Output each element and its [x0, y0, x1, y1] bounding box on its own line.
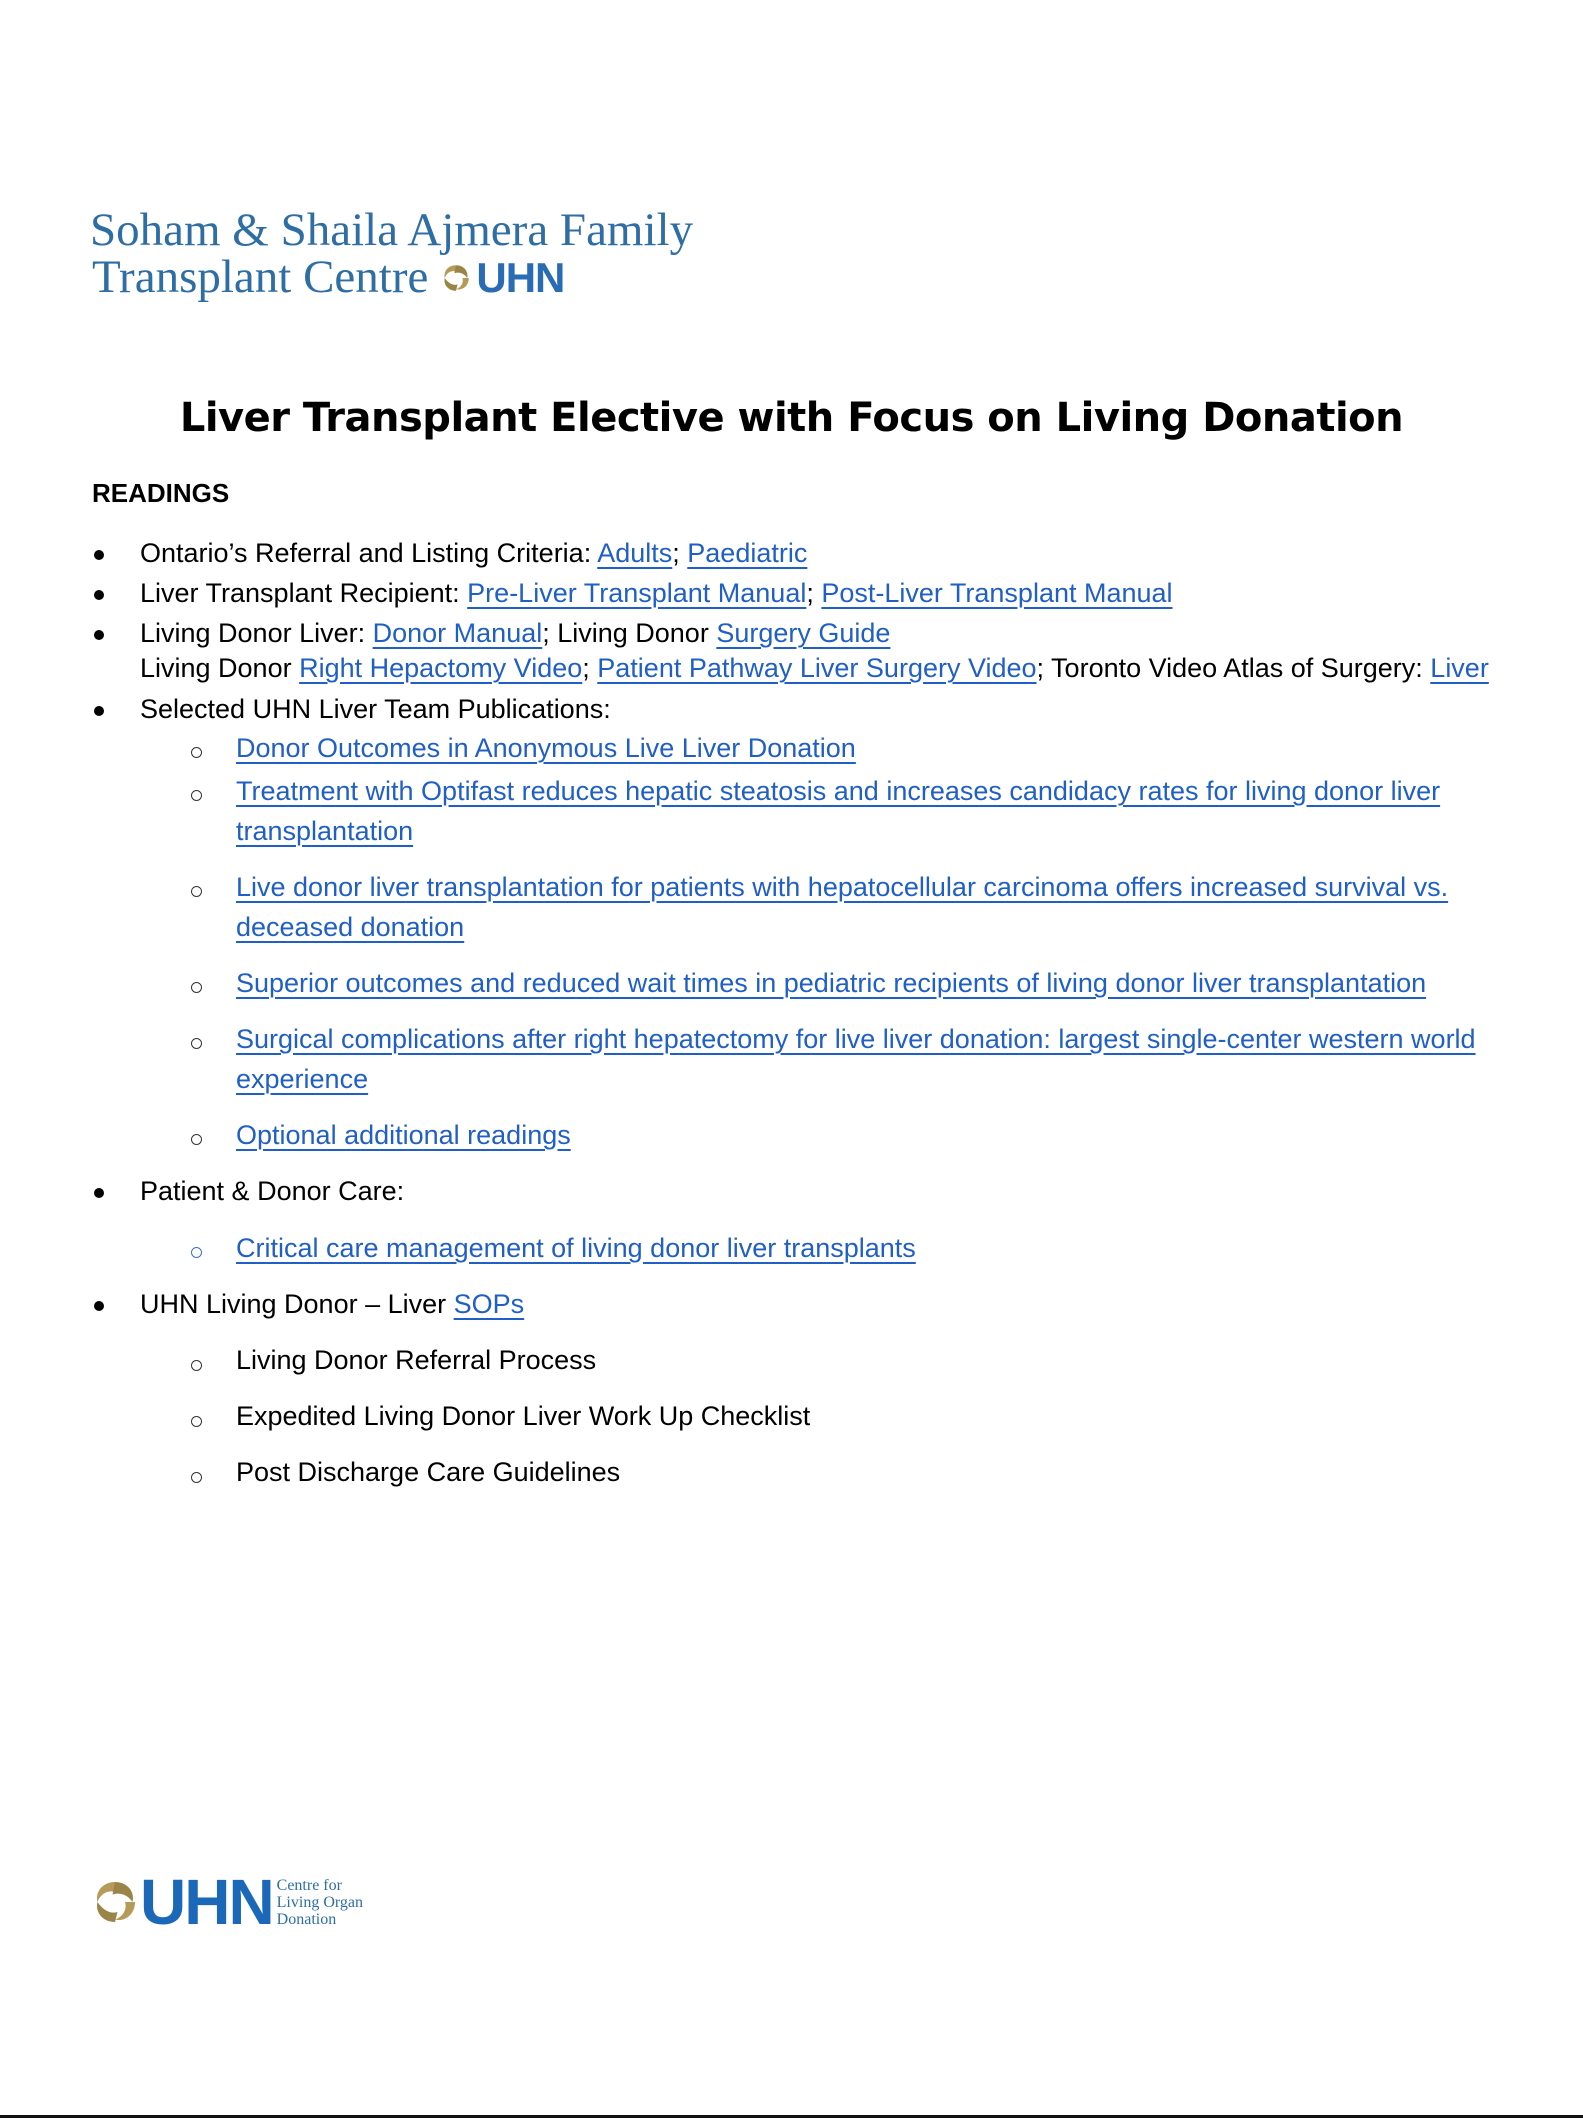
bullet-icon [94, 706, 104, 716]
optifast-link-continued[interactable]: transplantation [236, 816, 414, 846]
optional-readings-link[interactable]: Optional additional readings [236, 1120, 571, 1150]
bullet-icon [94, 630, 104, 640]
bullet-icon [94, 1188, 104, 1198]
atlas-label: ; Toronto Video Atlas of Surgery: [1036, 653, 1431, 683]
header-logo [90, 204, 694, 303]
publication-link-optional [236, 1120, 571, 1151]
footer-uhn-text: UHN [140, 1866, 273, 1938]
circle-bullet-icon [191, 1360, 202, 1371]
logo-line-1: Soham & Shaila Ajmera Family [90, 204, 694, 256]
ontario-separator: ; [672, 538, 688, 568]
footer-line-3: Donation [276, 1910, 337, 1928]
publication-link-surgical-cont [236, 1064, 368, 1095]
critical-care-link[interactable]: Critical care management of living donor liver transplants [236, 1233, 916, 1263]
list-item-living-donor-line-2 [140, 653, 1489, 684]
living-donor-text-2: ; Living Donor [542, 618, 717, 648]
patient-pathway-video-link[interactable]: Patient Pathway Liver Surgery Video [597, 653, 1037, 683]
recipient-label: Liver Transplant Recipient: [140, 578, 468, 608]
ontario-label: Ontario’s Referral and Listing Criteria: [140, 538, 598, 568]
publication-link-donor-outcomes [236, 733, 856, 764]
publication-link-surgical [236, 1024, 1476, 1055]
care-link-row [236, 1233, 916, 1264]
bullet-icon [94, 1301, 104, 1311]
circle-bullet-icon [191, 1247, 202, 1258]
sop-item-discharge: Post Discharge Care Guidelines [236, 1457, 621, 1487]
page-title: Liver Transplant Elective with Focus on Living Donation [179, 395, 1404, 441]
circle-bullet-icon [191, 1134, 202, 1145]
hcc-link-continued[interactable]: deceased donation [236, 912, 465, 942]
recipient-separator: ; [806, 578, 822, 608]
liver-atlas-link[interactable]: Liver [1430, 653, 1489, 683]
pediatric-outcomes-link[interactable]: Superior outcomes and reduced wait times in pediatric recipients of living donor liver transplantation [236, 968, 1427, 998]
hcc-link[interactable]: Live donor liver transplantation for patients with hepatocellular carcinoma offers increased survival vs. [236, 872, 1449, 902]
adults-link[interactable]: Adults [597, 538, 673, 568]
right-hepactomy-video-link[interactable]: Right Hepactomy Video [299, 653, 583, 683]
publication-link-optifast-cont [236, 816, 413, 847]
circle-bullet-icon [191, 790, 202, 801]
surgical-complications-link[interactable]: Surgical complications after right hepatectomy for live liver donation: largest single-center western world [236, 1024, 1476, 1054]
list-item-ontario [140, 538, 807, 569]
publication-link-hcc [236, 872, 1448, 903]
sop-item-checklist: Expedited Living Donor Liver Work Up Checklist [236, 1401, 811, 1431]
bullet-icon [94, 550, 104, 560]
logo-uhn-text: UHN [476, 254, 565, 301]
living-donor-separator: ; [582, 653, 598, 683]
list-item-living-donor [140, 618, 890, 649]
publication-link-pediatric [236, 968, 1426, 999]
list-item-care: Patient & Donor Care: [140, 1176, 405, 1206]
circle-bullet-icon [191, 886, 202, 897]
publication-link-hcc-cont [236, 912, 464, 943]
readings-heading: READINGS [92, 478, 230, 508]
circle-bullet-icon [191, 1038, 202, 1049]
circle-bullet-icon [191, 1416, 202, 1427]
living-donor-label: Living Donor Liver: [140, 618, 373, 648]
publication-link-optifast [236, 776, 1440, 807]
circle-bullet-icon [191, 747, 202, 758]
uhn-swirl-icon [90, 1877, 140, 1927]
donor-outcomes-link[interactable]: Donor Outcomes in Anonymous Live Liver Donation [236, 733, 856, 763]
uhn-swirl-icon [440, 262, 472, 294]
paediatric-link[interactable]: Paediatric [687, 538, 808, 568]
circle-bullet-icon [191, 982, 202, 993]
footer-line-2: Living Organ [276, 1893, 364, 1911]
list-item-publications: Selected UHN Liver Team Publications: [140, 694, 611, 724]
surgical-complications-link-continued[interactable]: experience [236, 1064, 369, 1094]
footer-logo [90, 1866, 364, 1938]
bottom-rule [0, 2115, 1583, 2118]
list-item-sops [140, 1289, 524, 1320]
footer-line-1: Centre for [276, 1876, 342, 1894]
donor-manual-link[interactable]: Donor Manual [372, 618, 543, 648]
sop-item-referral: Living Donor Referral Process [236, 1345, 597, 1375]
sops-label: UHN Living Donor – Liver [140, 1289, 454, 1319]
surgery-guide-link[interactable]: Surgery Guide [716, 618, 891, 648]
living-donor-line2-label: Living Donor [140, 653, 300, 683]
logo-line-2 [92, 251, 693, 303]
logo-line-2-text: Transplant Centre [92, 251, 429, 303]
pre-transplant-manual-link[interactable]: Pre-Liver Transplant Manual [467, 578, 807, 608]
post-transplant-manual-link[interactable]: Post-Liver Transplant Manual [821, 578, 1173, 608]
bullet-icon [94, 590, 104, 600]
sops-link[interactable]: SOPs [453, 1289, 525, 1319]
footer-centre-text [277, 1877, 363, 1928]
optifast-link[interactable]: Treatment with Optifast reduces hepatic steatosis and increases candidacy rates for living donor liver [236, 776, 1441, 806]
list-item-recipient [140, 578, 1173, 609]
circle-bullet-icon [191, 1472, 202, 1483]
